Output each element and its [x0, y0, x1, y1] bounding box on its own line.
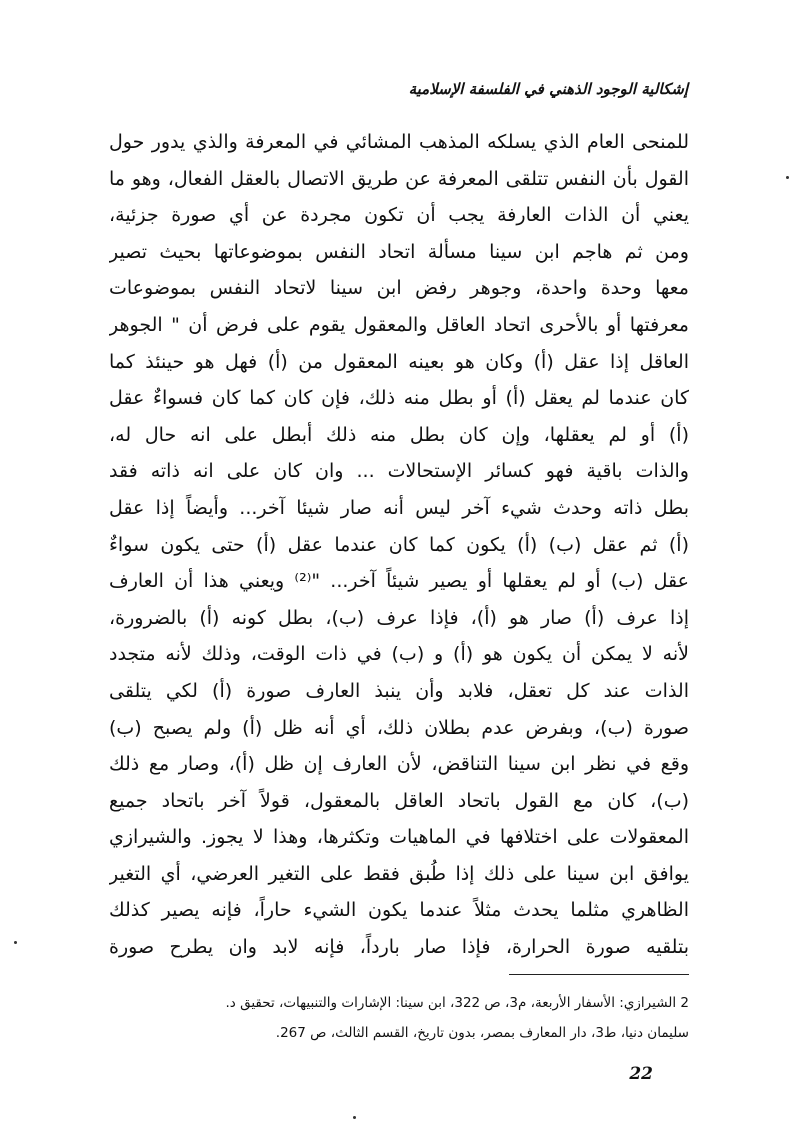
body-line: القول بأن النفس تتلقى المعرفة عن طريق الاتصال بالعقل الفعال، وهو ما: [109, 167, 689, 190]
body-line: ومن ثم هاجم ابن سينا مسألة اتحاد النفس بموضوعاتها بحيث تصير: [109, 240, 689, 263]
page-number: 22: [629, 1064, 653, 1084]
body-line: بتلقيه صورة الحرارة، فإذا صار بارداً، فإنه لابد وان يطرح صورة: [109, 936, 689, 959]
footnotes: [109, 988, 689, 1048]
scan-speck: [353, 1116, 356, 1119]
body-line: المعقولات على اختلافها في الماهيات وتكثرها، وهذا لا يجوز. والشيرازي: [109, 826, 689, 849]
running-header-title: إشكالية الوجود الذهني في الفلسفة الإسلامية: [408, 80, 688, 98]
body-line: بطل ذاته وحدث شيء آخر ليس أنه صار شيئا آخر... وأيضاً إذا عقل: [109, 496, 689, 519]
footnote-line: سليمان دنيا، ط3، دار المعارف بمصر، بدون تاريخ، القسم الثالث، ص 267.: [275, 1025, 689, 1041]
body-line: وقع في نظر ابن سينا التناقض، لأن العارف إن ظل (أ)، وصار مع ذلك: [109, 753, 689, 776]
body-line: (ب)، كان مع القول باتحاد العاقل بالمعقول، قولاً آخر باتحاد جميع: [109, 789, 689, 812]
body-line: إذا عرف (أ) صار هو (أ)، فإذا عرف (ب)، بطل كونه (أ) بالضرورة،: [109, 606, 689, 629]
body-line: لأنه لا يمكن أن يكون هو (أ) و (ب) في ذات الوقت، وذلك لأنه متجدد: [109, 643, 689, 666]
body-line: معها وحدة واحدة، وجوهر رفض ابن سينا لاتحاد النفس بموضوعات: [109, 277, 689, 300]
body-line: يعني أن الذات العارفة يجب أن تكون مجردة عن أي صورة جزئية،: [109, 204, 689, 227]
body-line: الذات عند كل تعقل، فلابد وأن ينبذ العارف صورة (أ) لكي يتلقى: [109, 679, 689, 702]
body-line: عقل (ب) أو لم يعقلها أو يصير شيئاً آخر... "⁽²⁾ ويعني هذا أن العارف: [109, 570, 689, 593]
body-line: يوافق ابن سينا على ذلك إذا طُبق فقط على التغير العرضي، أي التغير: [109, 862, 689, 885]
body-line: العاقل إذا عقل (أ) وكان هو بعينه المعقول من (أ) فهل هو حينئذ كما: [109, 350, 689, 373]
scan-speck: [786, 176, 789, 179]
body-line: والذات باقية فهو كسائر الإستحالات ... وان كان على انه ذاته فقد: [109, 460, 689, 483]
body-paragraph: [109, 124, 689, 966]
body-line: (أ) أو لم يعقلها، وإن كان بطل منه ذلك أبطل على انه حال له،: [109, 423, 689, 446]
footnote-separator: [509, 974, 689, 975]
body-line: صورة (ب)، وبفرض عدم بطلان ذلك، أي أنه ظل (أ) ولم يصبح (ب): [109, 716, 689, 739]
scan-speck: [14, 941, 17, 944]
body-line: كان عندما لم يعقل (أ) أو بطل منه ذلك، فإن كان كما كان فسواءٌ عقل: [109, 387, 689, 410]
body-line: (أ) ثم عقل (ب) (أ) يكون كما كان عندما عقل (أ) حتى يكون سواءٌ: [109, 533, 689, 556]
body-line: للمنحى العام الذي يسلكه المذهب المشائي في المعرفة والذي يدور حول: [109, 131, 689, 153]
footnote-line: 2 الشيرازي: الأسفار الأربعة، م3، ص 322، ابن سينا: الإشارات والتنبيهات، تحقيق د.: [225, 995, 689, 1011]
body-line: معرفتها أو بالأحرى اتحاد العاقل والمعقول يقوم على فرض أن " الجوهر: [109, 313, 689, 336]
body-line: الظاهري مثلما يحدث مثلاً عندما يكون الشيء حاراً، فإنه يصير كذلك: [109, 899, 689, 922]
